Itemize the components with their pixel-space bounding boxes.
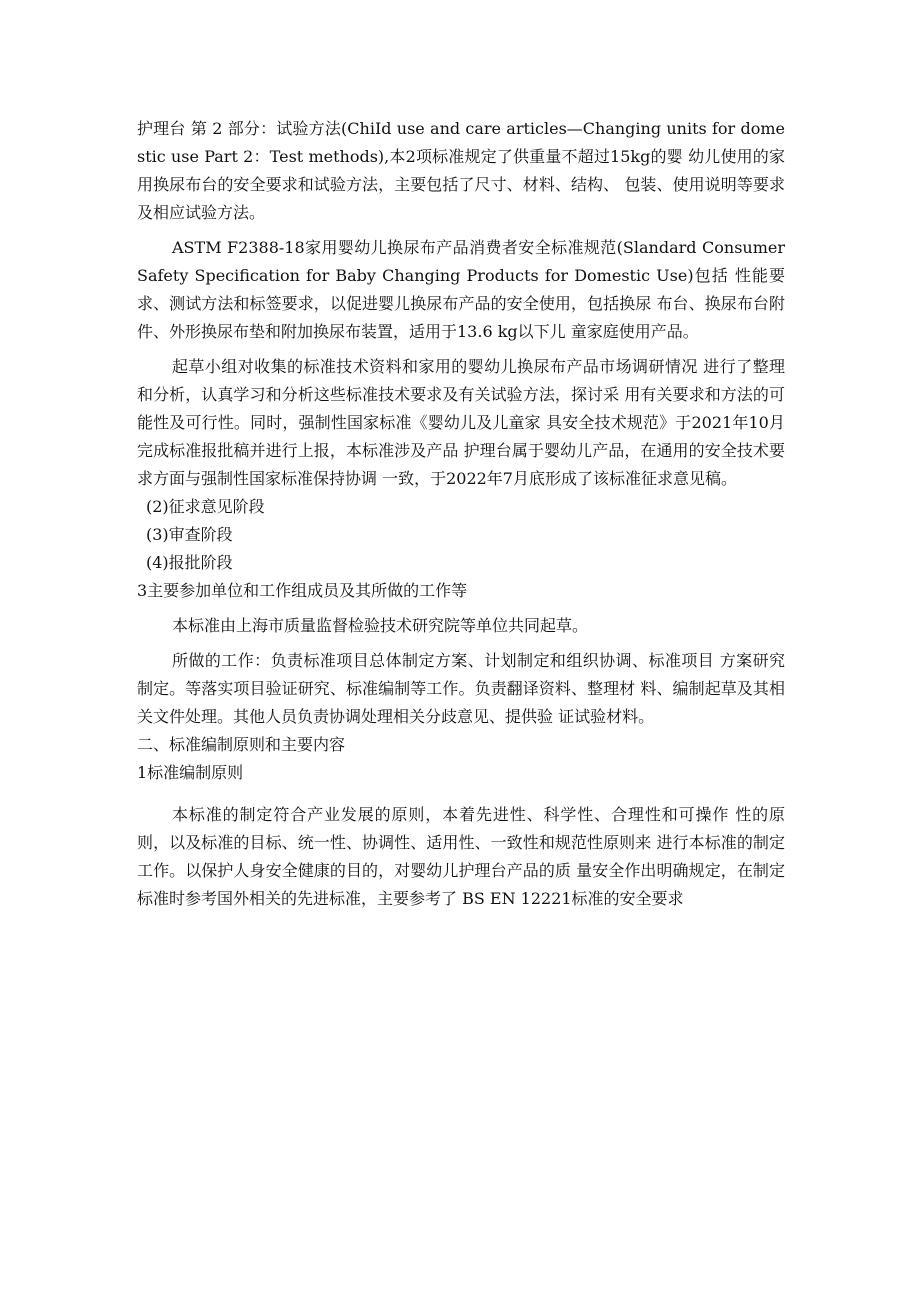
heading-drafting-principles: 1标准编制原则	[137, 763, 244, 782]
paragraph-work-done: 所做的工作：负责标准项目总体制定方案、计划制定和组织协调、标准项目 方案研究制定。等落实项目验证研究、标准编制等工作。负责翻译资料、整理材 料、编制起草及其相关文件处理。其他人员负责协调处理相关分歧意见、提供验 证试验材料。	[137, 651, 785, 726]
paragraph-astm-f2388: ASTM F2388-18家用婴幼儿换尿布产品消费者安全标准规范(Slandard Consumer Safety Specification for Baby Changing Products for Domestic Use)包括 性能要求、测试方法和标签要求，以促进婴儿换尿布产品的安全使用，包括换尿 布台、换尿布台附件、外形换尿布垫和附加换尿布装置，适用于13.6 kg以下儿 童家庭使用产品。	[137, 238, 785, 341]
section-heading-principles-content: 二、标准编制原则和主要内容	[137, 735, 346, 754]
paragraph-drafting-units: 本标准由上海市质量监督检验技术研究院等单位共同起草。	[172, 616, 589, 635]
list-item-consultation-stage: (2)征求意见阶段	[146, 497, 265, 516]
document-page	[137, 115, 785, 913]
list-item-review-stage: (3)审查阶段	[146, 525, 233, 544]
list-item-approval-stage: (4)报批阶段	[146, 553, 233, 572]
heading-participants: 3主要参加单位和工作组成员及其所做的工作等	[137, 581, 468, 600]
paragraph-principles: 本标准的制定符合产业发展的原则，本着先进性、科学性、合理性和可操作 性的原则，以及标准的目标、统一性、协调性、适用性、一致性和规范性原则来 进行本标准的制定工作。以保护人身安全健康的目的，对婴幼儿护理台产品的质 量安全作出明确规定，在制定标准时参考国外相关的先进标准，主要参考了 BS EN 12221标准的安全要求	[137, 805, 785, 908]
paragraph-drafting-group: 起草小组对收集的标准技术资料和家用的婴幼儿换尿布产品市场调研情况 进行了整理和分析，认真学习和分析这些标准技术要求及有关试验方法，探讨采 用有关要求和方法的可能性及可行性。同时，强制性国家标准《婴幼儿及儿童家 具安全技术规范》于2021年10月完成标准报批稿并进行上报，本标准涉及产品 护理台属于婴幼儿产品，在通用的安全技术要求方面与强制性国家标准保持协调 一致，于2022年7月底形成了该标准征求意见稿。	[137, 357, 785, 488]
paragraph-test-methods: 护理台 第 2 部分：试验方法(ChiId use and care articles—Changing units for domestic use Part 2：Test methods),本2项标准规定了供重量不超过15kg的婴 幼儿使用的家用换尿布台的安全要求和试验方法，主要包括了尺寸、材料、结构、 包装、使用说明等要求及相应试验方法。	[137, 119, 785, 222]
